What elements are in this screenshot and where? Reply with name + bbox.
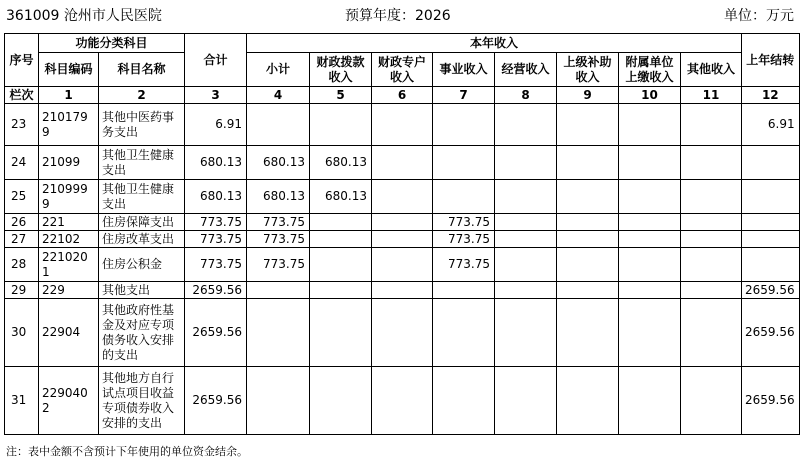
- seq-cell: 31: [5, 367, 39, 435]
- header-fiscal-allocation: 财政拨款收入: [310, 53, 372, 87]
- fiscal-allocation-cell: [310, 104, 372, 146]
- header-affiliated-payment: 附属单位上缴收入: [619, 53, 681, 87]
- operating-income-cell: [495, 214, 557, 231]
- code-cell: 21099: [39, 146, 99, 180]
- operating-income-cell: [495, 248, 557, 282]
- other-income-cell: [681, 180, 742, 214]
- code-cell: 22904: [39, 299, 99, 367]
- operating-income-cell: [495, 299, 557, 367]
- total-cell: 773.75: [185, 231, 247, 248]
- carryover-cell: 6.91: [742, 104, 800, 146]
- total-cell: 6.91: [185, 104, 247, 146]
- index-cell: 9: [557, 87, 619, 104]
- operating-income-cell: [495, 180, 557, 214]
- fiscal-allocation-cell: [310, 231, 372, 248]
- currency-unit: 单位：万元: [724, 8, 794, 24]
- index-cell: 10: [619, 87, 681, 104]
- business-income-cell: 773.75: [433, 231, 495, 248]
- budget-table: [4, 33, 800, 435]
- other-income-cell: [681, 282, 742, 299]
- name-cell: 住房保障支出: [99, 214, 185, 231]
- name-cell: 其他卫生健康支出: [99, 180, 185, 214]
- header-func-group: 功能分类科目: [39, 34, 185, 53]
- fiscal-allocation-cell: [310, 299, 372, 367]
- subtotal-cell: 773.75: [247, 214, 310, 231]
- affiliated-payment-cell: [619, 214, 681, 231]
- index-cell: 3: [185, 87, 247, 104]
- fiscal-allocation-cell: 680.13: [310, 180, 372, 214]
- index-cell: 12: [742, 87, 800, 104]
- header-subject-name: 科目名称: [99, 53, 185, 87]
- superior-subsidy-cell: [557, 282, 619, 299]
- operating-income-cell: [495, 231, 557, 248]
- affiliated-payment-cell: [619, 104, 681, 146]
- other-income-cell: [681, 248, 742, 282]
- superior-subsidy-cell: [557, 180, 619, 214]
- name-cell: 其他支出: [99, 282, 185, 299]
- other-income-cell: [681, 231, 742, 248]
- superior-subsidy-cell: [557, 299, 619, 367]
- header-total: 合计: [185, 34, 247, 87]
- subtotal-cell: [247, 282, 310, 299]
- budget-year: 预算年度：2026: [345, 8, 451, 24]
- subtotal-cell: [247, 299, 310, 367]
- seq-cell: 25: [5, 180, 39, 214]
- business-income-cell: [433, 104, 495, 146]
- affiliated-payment-cell: [619, 282, 681, 299]
- total-cell: 773.75: [185, 214, 247, 231]
- carryover-cell: [742, 146, 800, 180]
- superior-subsidy-cell: [557, 367, 619, 435]
- carryover-cell: 2659.56: [742, 299, 800, 367]
- index-label: 栏次: [5, 87, 39, 104]
- index-cell: 11: [681, 87, 742, 104]
- business-income-cell: [433, 299, 495, 367]
- header-superior-subsidy: 上级补助收入: [557, 53, 619, 87]
- affiliated-payment-cell: [619, 367, 681, 435]
- seq-cell: 28: [5, 248, 39, 282]
- other-income-cell: [681, 299, 742, 367]
- index-cell: 7: [433, 87, 495, 104]
- name-cell: 其他卫生健康支出: [99, 146, 185, 180]
- business-income-cell: [433, 367, 495, 435]
- fiscal-special-cell: [372, 367, 433, 435]
- fiscal-special-cell: [372, 214, 433, 231]
- table-row: [5, 146, 800, 180]
- table-row: [5, 180, 800, 214]
- affiliated-payment-cell: [619, 146, 681, 180]
- header-operating-income: 经营收入: [495, 53, 557, 87]
- other-income-cell: [681, 146, 742, 180]
- header-subtotal: 小计: [247, 53, 310, 87]
- code-cell: 2210201: [39, 248, 99, 282]
- total-cell: 2659.56: [185, 299, 247, 367]
- header-fiscal-special: 财政专户收入: [372, 53, 433, 87]
- total-cell: 680.13: [185, 146, 247, 180]
- other-income-cell: [681, 214, 742, 231]
- fiscal-special-cell: [372, 180, 433, 214]
- name-cell: 其他政府性基金及对应专项债务收入安排的支出: [99, 299, 185, 367]
- header-other-income: 其他收入: [681, 53, 742, 87]
- fiscal-special-cell: [372, 248, 433, 282]
- table-row: [5, 282, 800, 299]
- carryover-cell: [742, 180, 800, 214]
- table-row: [5, 231, 800, 248]
- fiscal-special-cell: [372, 146, 433, 180]
- unit-name: 361009 沧州市人民医院: [6, 8, 162, 24]
- affiliated-payment-cell: [619, 299, 681, 367]
- table-row: [5, 248, 800, 282]
- table-note: 注：表中金额不含预计下年使用的单位资金结余。: [6, 445, 248, 458]
- business-income-cell: [433, 282, 495, 299]
- subtotal-cell: 773.75: [247, 248, 310, 282]
- superior-subsidy-cell: [557, 146, 619, 180]
- index-cell: 8: [495, 87, 557, 104]
- table-row: [5, 104, 800, 146]
- name-cell: 其他地方自行试点项目收益专项债券收入安排的支出: [99, 367, 185, 435]
- header-seq: 序号: [5, 34, 39, 87]
- table-row: [5, 299, 800, 367]
- fiscal-allocation-cell: [310, 248, 372, 282]
- table-row: [5, 214, 800, 231]
- total-cell: 2659.56: [185, 282, 247, 299]
- carryover-cell: 2659.56: [742, 367, 800, 435]
- affiliated-payment-cell: [619, 180, 681, 214]
- code-cell: 2109999: [39, 180, 99, 214]
- operating-income-cell: [495, 282, 557, 299]
- superior-subsidy-cell: [557, 214, 619, 231]
- business-income-cell: [433, 180, 495, 214]
- subtotal-cell: 773.75: [247, 231, 310, 248]
- seq-cell: 26: [5, 214, 39, 231]
- carryover-cell: 2659.56: [742, 282, 800, 299]
- table-row: [5, 367, 800, 435]
- fiscal-allocation-cell: 680.13: [310, 146, 372, 180]
- name-cell: 住房改革支出: [99, 231, 185, 248]
- fiscal-special-cell: [372, 299, 433, 367]
- other-income-cell: [681, 104, 742, 146]
- superior-subsidy-cell: [557, 104, 619, 146]
- business-income-cell: 773.75: [433, 248, 495, 282]
- subtotal-cell: 680.13: [247, 146, 310, 180]
- superior-subsidy-cell: [557, 248, 619, 282]
- fiscal-special-cell: [372, 282, 433, 299]
- carryover-cell: [742, 248, 800, 282]
- subtotal-cell: 680.13: [247, 180, 310, 214]
- total-cell: 680.13: [185, 180, 247, 214]
- operating-income-cell: [495, 367, 557, 435]
- header-business-income: 事业收入: [433, 53, 495, 87]
- affiliated-payment-cell: [619, 231, 681, 248]
- index-cell: 2: [99, 87, 185, 104]
- fiscal-allocation-cell: [310, 367, 372, 435]
- code-cell: 221: [39, 214, 99, 231]
- name-cell: 住房公积金: [99, 248, 185, 282]
- total-cell: 2659.56: [185, 367, 247, 435]
- name-cell: 其他中医药事务支出: [99, 104, 185, 146]
- total-cell: 773.75: [185, 248, 247, 282]
- header-current-income: 本年收入: [247, 34, 742, 53]
- subtotal-cell: [247, 367, 310, 435]
- carryover-cell: [742, 231, 800, 248]
- index-cell: 6: [372, 87, 433, 104]
- index-cell: 4: [247, 87, 310, 104]
- code-cell: 229: [39, 282, 99, 299]
- business-income-cell: 773.75: [433, 214, 495, 231]
- other-income-cell: [681, 367, 742, 435]
- seq-cell: 23: [5, 104, 39, 146]
- superior-subsidy-cell: [557, 231, 619, 248]
- business-income-cell: [433, 146, 495, 180]
- carryover-cell: [742, 214, 800, 231]
- fiscal-special-cell: [372, 231, 433, 248]
- seq-cell: 27: [5, 231, 39, 248]
- code-cell: 2290402: [39, 367, 99, 435]
- header-subject-code: 科目编码: [39, 53, 99, 87]
- operating-income-cell: [495, 104, 557, 146]
- header-prior-carryover: 上年结转: [742, 34, 800, 87]
- fiscal-special-cell: [372, 104, 433, 146]
- code-cell: 2101799: [39, 104, 99, 146]
- index-row: [5, 87, 800, 104]
- fiscal-allocation-cell: [310, 282, 372, 299]
- subtotal-cell: [247, 104, 310, 146]
- fiscal-allocation-cell: [310, 214, 372, 231]
- seq-cell: 30: [5, 299, 39, 367]
- seq-cell: 24: [5, 146, 39, 180]
- index-cell: 1: [39, 87, 99, 104]
- code-cell: 22102: [39, 231, 99, 248]
- seq-cell: 29: [5, 282, 39, 299]
- operating-income-cell: [495, 146, 557, 180]
- index-cell: 5: [310, 87, 372, 104]
- affiliated-payment-cell: [619, 248, 681, 282]
